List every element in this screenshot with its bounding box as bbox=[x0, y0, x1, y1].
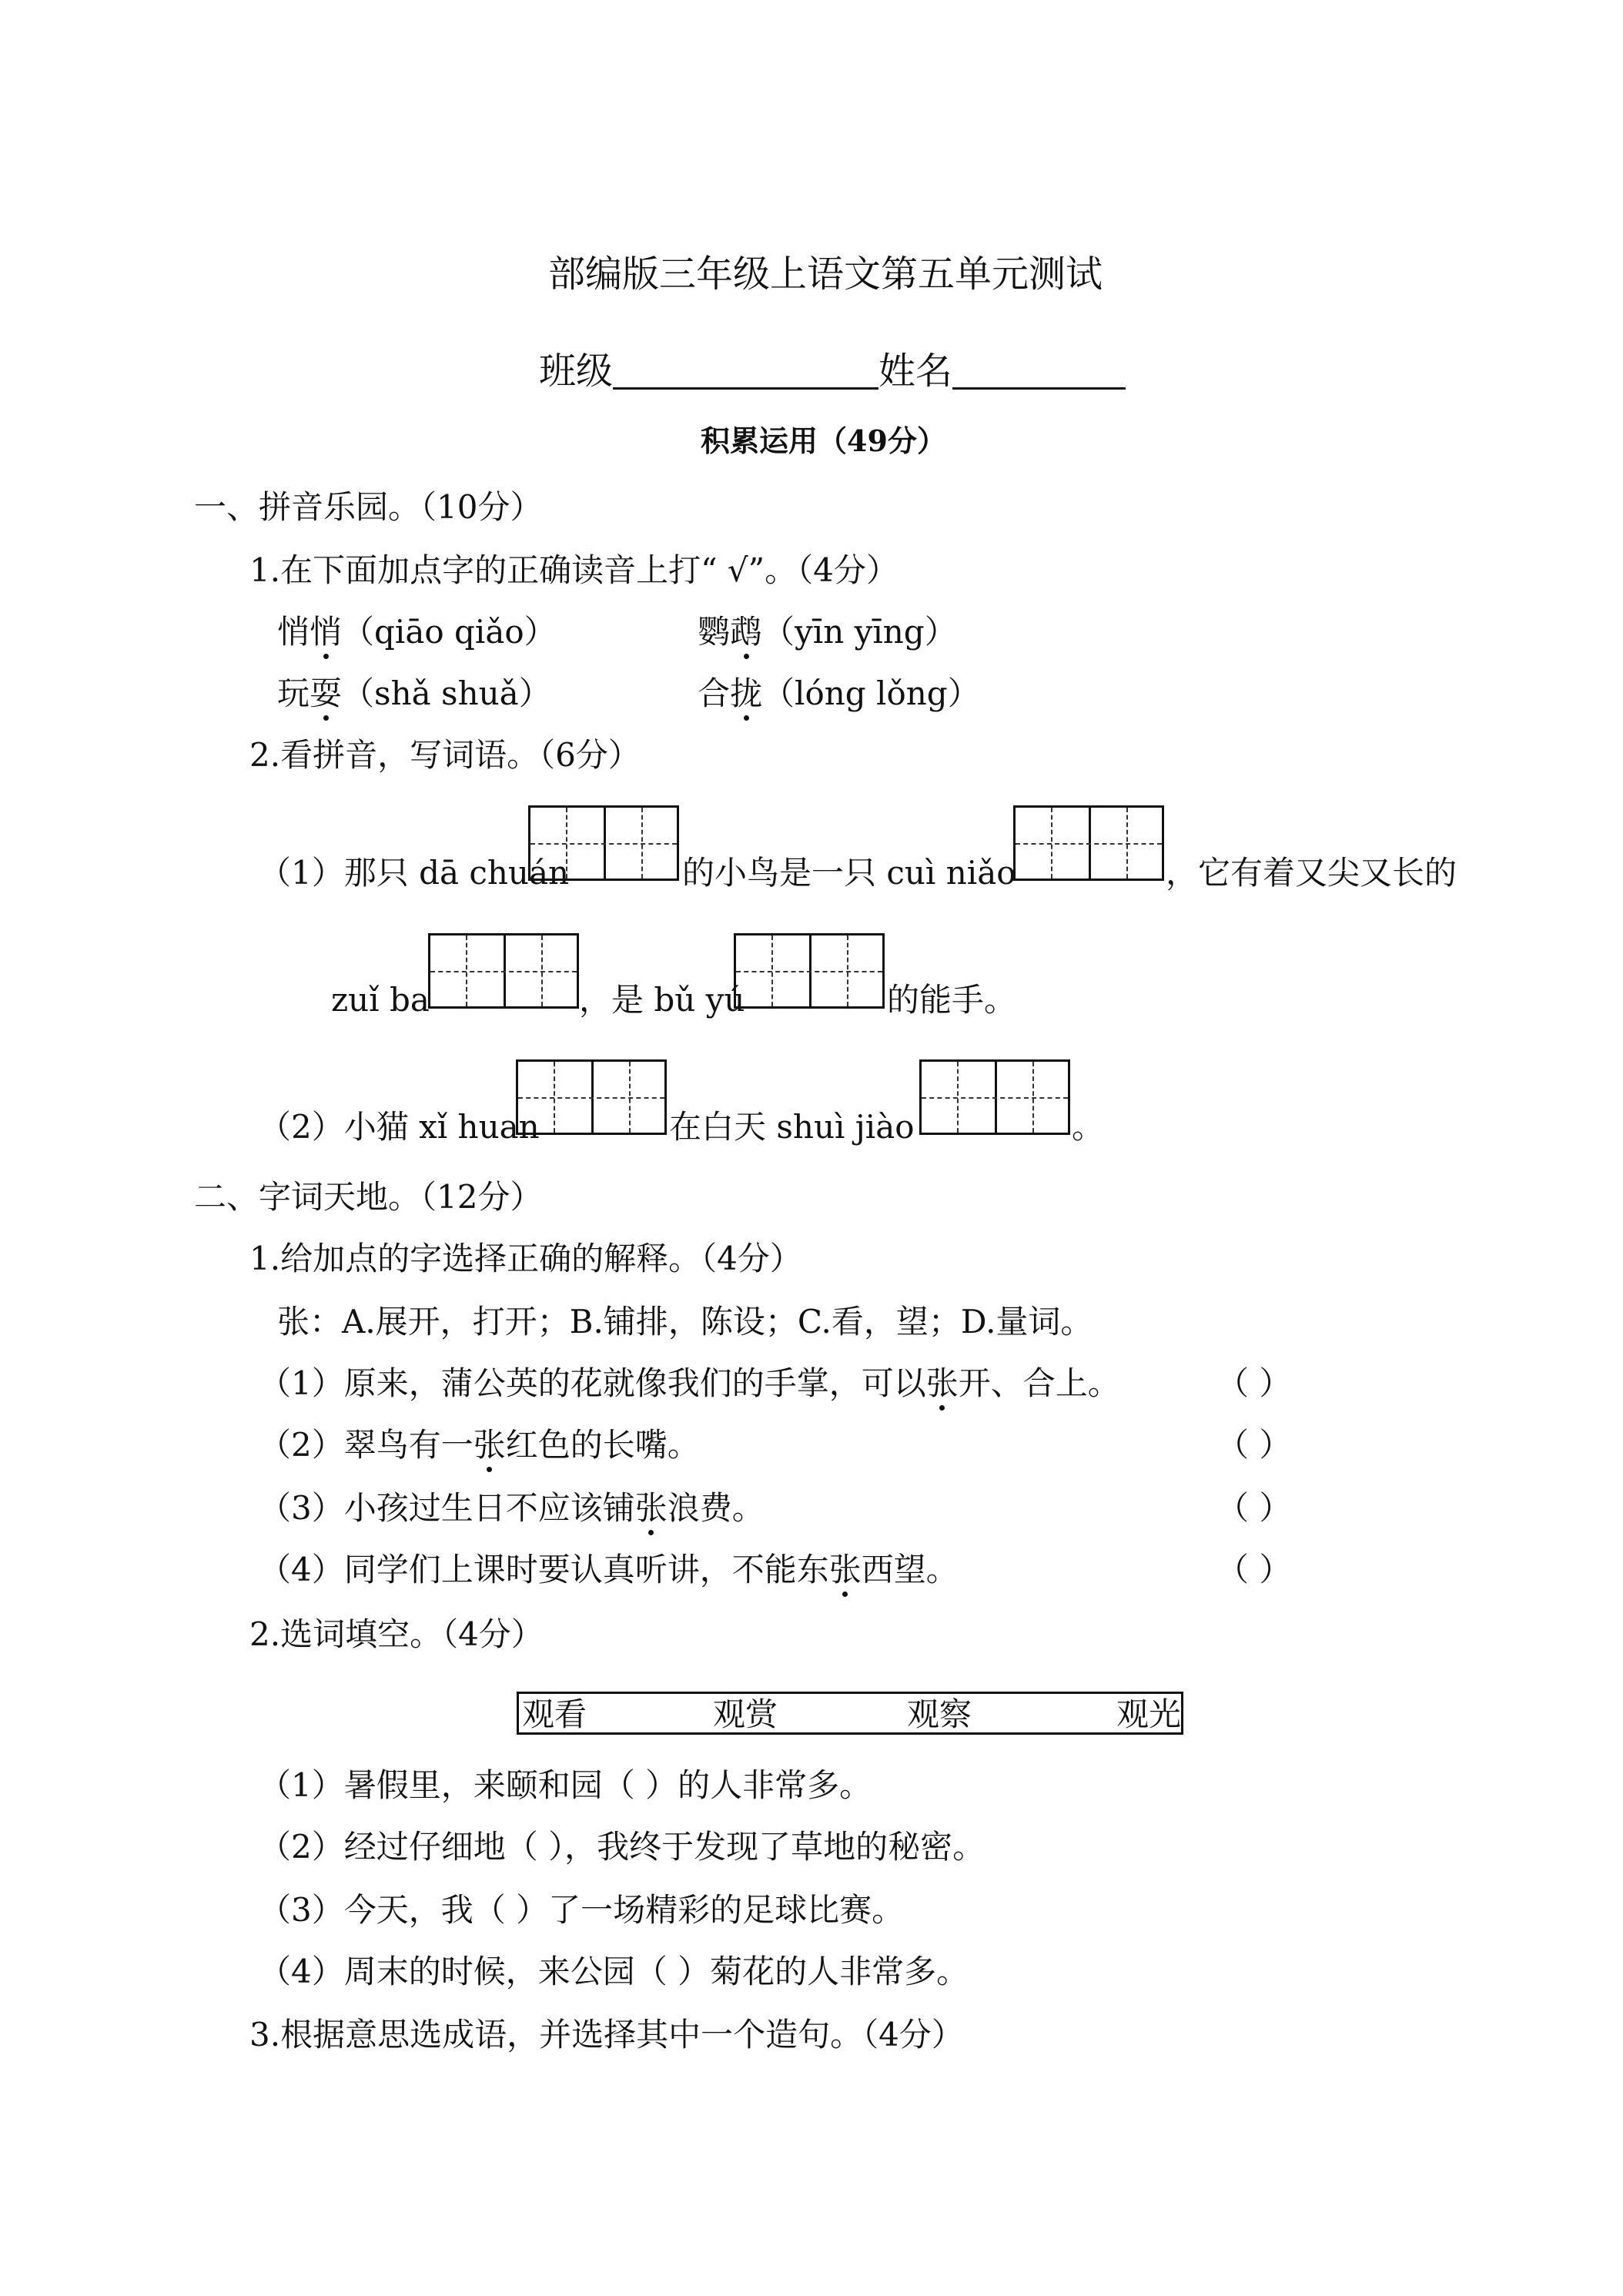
name-blank[interactable] bbox=[952, 353, 1126, 390]
section-subtitle: 积累运用（49分） bbox=[701, 423, 946, 458]
q2-line2-pre: zuǐ ba bbox=[331, 981, 430, 1019]
section1-heading: 一、拼音乐园。（10分） bbox=[194, 488, 543, 526]
fill-item-2[interactable]: （2）经过仔细地（ ），我终于发现了草地的秘密。 bbox=[259, 1828, 986, 1866]
pinyin-item-4: 合拢（lóng lǒng） bbox=[698, 674, 980, 712]
page-title: 部编版三年级上语文第五单元测试 bbox=[548, 253, 1103, 296]
q2-line1-pre: （1）那只 dā chuán bbox=[259, 854, 570, 892]
dotted-char: 悄 bbox=[310, 613, 343, 651]
q2-line1-mid: 的小鸟是一只 cuì niǎo bbox=[682, 854, 1016, 892]
word-option: 观光 bbox=[1116, 1695, 1182, 1733]
q2-line2-post: 的能手。 bbox=[887, 981, 1017, 1019]
q2-line2-mid: ，是 bǔ yú bbox=[579, 981, 745, 1019]
q2-line3-post: 。 bbox=[1072, 1108, 1105, 1146]
dotted-char: 张 bbox=[925, 1364, 959, 1402]
meaning-item-2: （2）翠鸟有一张红色的长嘴。 bbox=[259, 1426, 700, 1464]
word-option: 观看 bbox=[522, 1695, 587, 1733]
meaning-item-1: （1）原来，蒲公英的花就像我们的手掌，可以张开、合上。 bbox=[259, 1364, 1120, 1402]
char-grid[interactable] bbox=[919, 1059, 1070, 1135]
s2-q3-prompt: 3.根据意思选成语，并选择其中一个造句。（4分） bbox=[249, 2016, 964, 2053]
fill-item-1[interactable]: （1）暑假里，来颐和园（ ）的人非常多。 bbox=[259, 1766, 872, 1804]
pinyin-item-2: 鹦鹉（yīn yīng） bbox=[698, 613, 957, 651]
char-grid[interactable] bbox=[428, 933, 579, 1009]
dotted-char: 张 bbox=[473, 1426, 506, 1464]
class-label: 班级 bbox=[539, 350, 614, 393]
char-grid[interactable] bbox=[516, 1059, 667, 1135]
pinyin-item-3: 玩耍（shǎ shuǎ） bbox=[277, 674, 551, 712]
s2-q2-prompt: 2.选词填空。（4分） bbox=[249, 1615, 544, 1653]
student-info bbox=[539, 350, 1126, 393]
fill-item-4[interactable]: （4）周末的时候，来公园（ ）菊花的人非常多。 bbox=[259, 1953, 969, 1990]
section2-heading: 二、字词天地。（12分） bbox=[194, 1178, 543, 1216]
q2-line1-post: ，它有着又尖又长的 bbox=[1166, 854, 1457, 892]
q2-prompt: 2.看拼音，写词语。（6分） bbox=[249, 736, 641, 774]
class-blank[interactable] bbox=[613, 353, 878, 390]
meaning-item-4: （4）同学们上课时要认真听讲，不能东张西望。 bbox=[259, 1551, 959, 1588]
answer-paren[interactable]: （ ） bbox=[1216, 1364, 1292, 1402]
name-label: 姓名 bbox=[878, 350, 953, 393]
word-option: 观察 bbox=[907, 1695, 972, 1733]
char-grid[interactable] bbox=[734, 933, 885, 1009]
char-grid[interactable] bbox=[1013, 805, 1164, 881]
pinyin-item-1: 悄悄（qiāo qiǎo） bbox=[277, 613, 557, 651]
dotted-char: 鹉 bbox=[730, 613, 763, 651]
zhang-options: 张：A.展开，打开；B.铺排，陈设；C.看，望；D.量词。 bbox=[277, 1303, 1093, 1340]
char-grid[interactable] bbox=[528, 805, 679, 881]
dotted-char: 张 bbox=[828, 1551, 862, 1588]
dotted-char: 耍 bbox=[310, 674, 343, 712]
q2-line3-mid: 在白天 shuì jiào bbox=[669, 1108, 915, 1146]
answer-paren[interactable]: （ ） bbox=[1216, 1551, 1292, 1588]
answer-paren[interactable]: （ ） bbox=[1216, 1489, 1292, 1527]
word-option: 观赏 bbox=[713, 1695, 778, 1733]
dotted-char: 拢 bbox=[730, 674, 763, 712]
dotted-char: 张 bbox=[634, 1489, 668, 1527]
answer-paren[interactable]: （ ） bbox=[1216, 1426, 1292, 1464]
s2-q1-prompt: 1.给加点的字选择正确的解释。（4分） bbox=[249, 1240, 802, 1277]
q1-prompt: 1.在下面加点字的正确读音上打“ √”。（4分） bbox=[249, 551, 899, 589]
word-choice-box bbox=[517, 1692, 1183, 1735]
meaning-item-3: （3）小孩过生日不应该铺张浪费。 bbox=[259, 1489, 765, 1527]
q2-line3-pre: （2）小猫 xǐ huan bbox=[259, 1108, 540, 1146]
fill-item-3[interactable]: （3）今天，我（ ）了一场精彩的足球比赛。 bbox=[259, 1891, 905, 1929]
